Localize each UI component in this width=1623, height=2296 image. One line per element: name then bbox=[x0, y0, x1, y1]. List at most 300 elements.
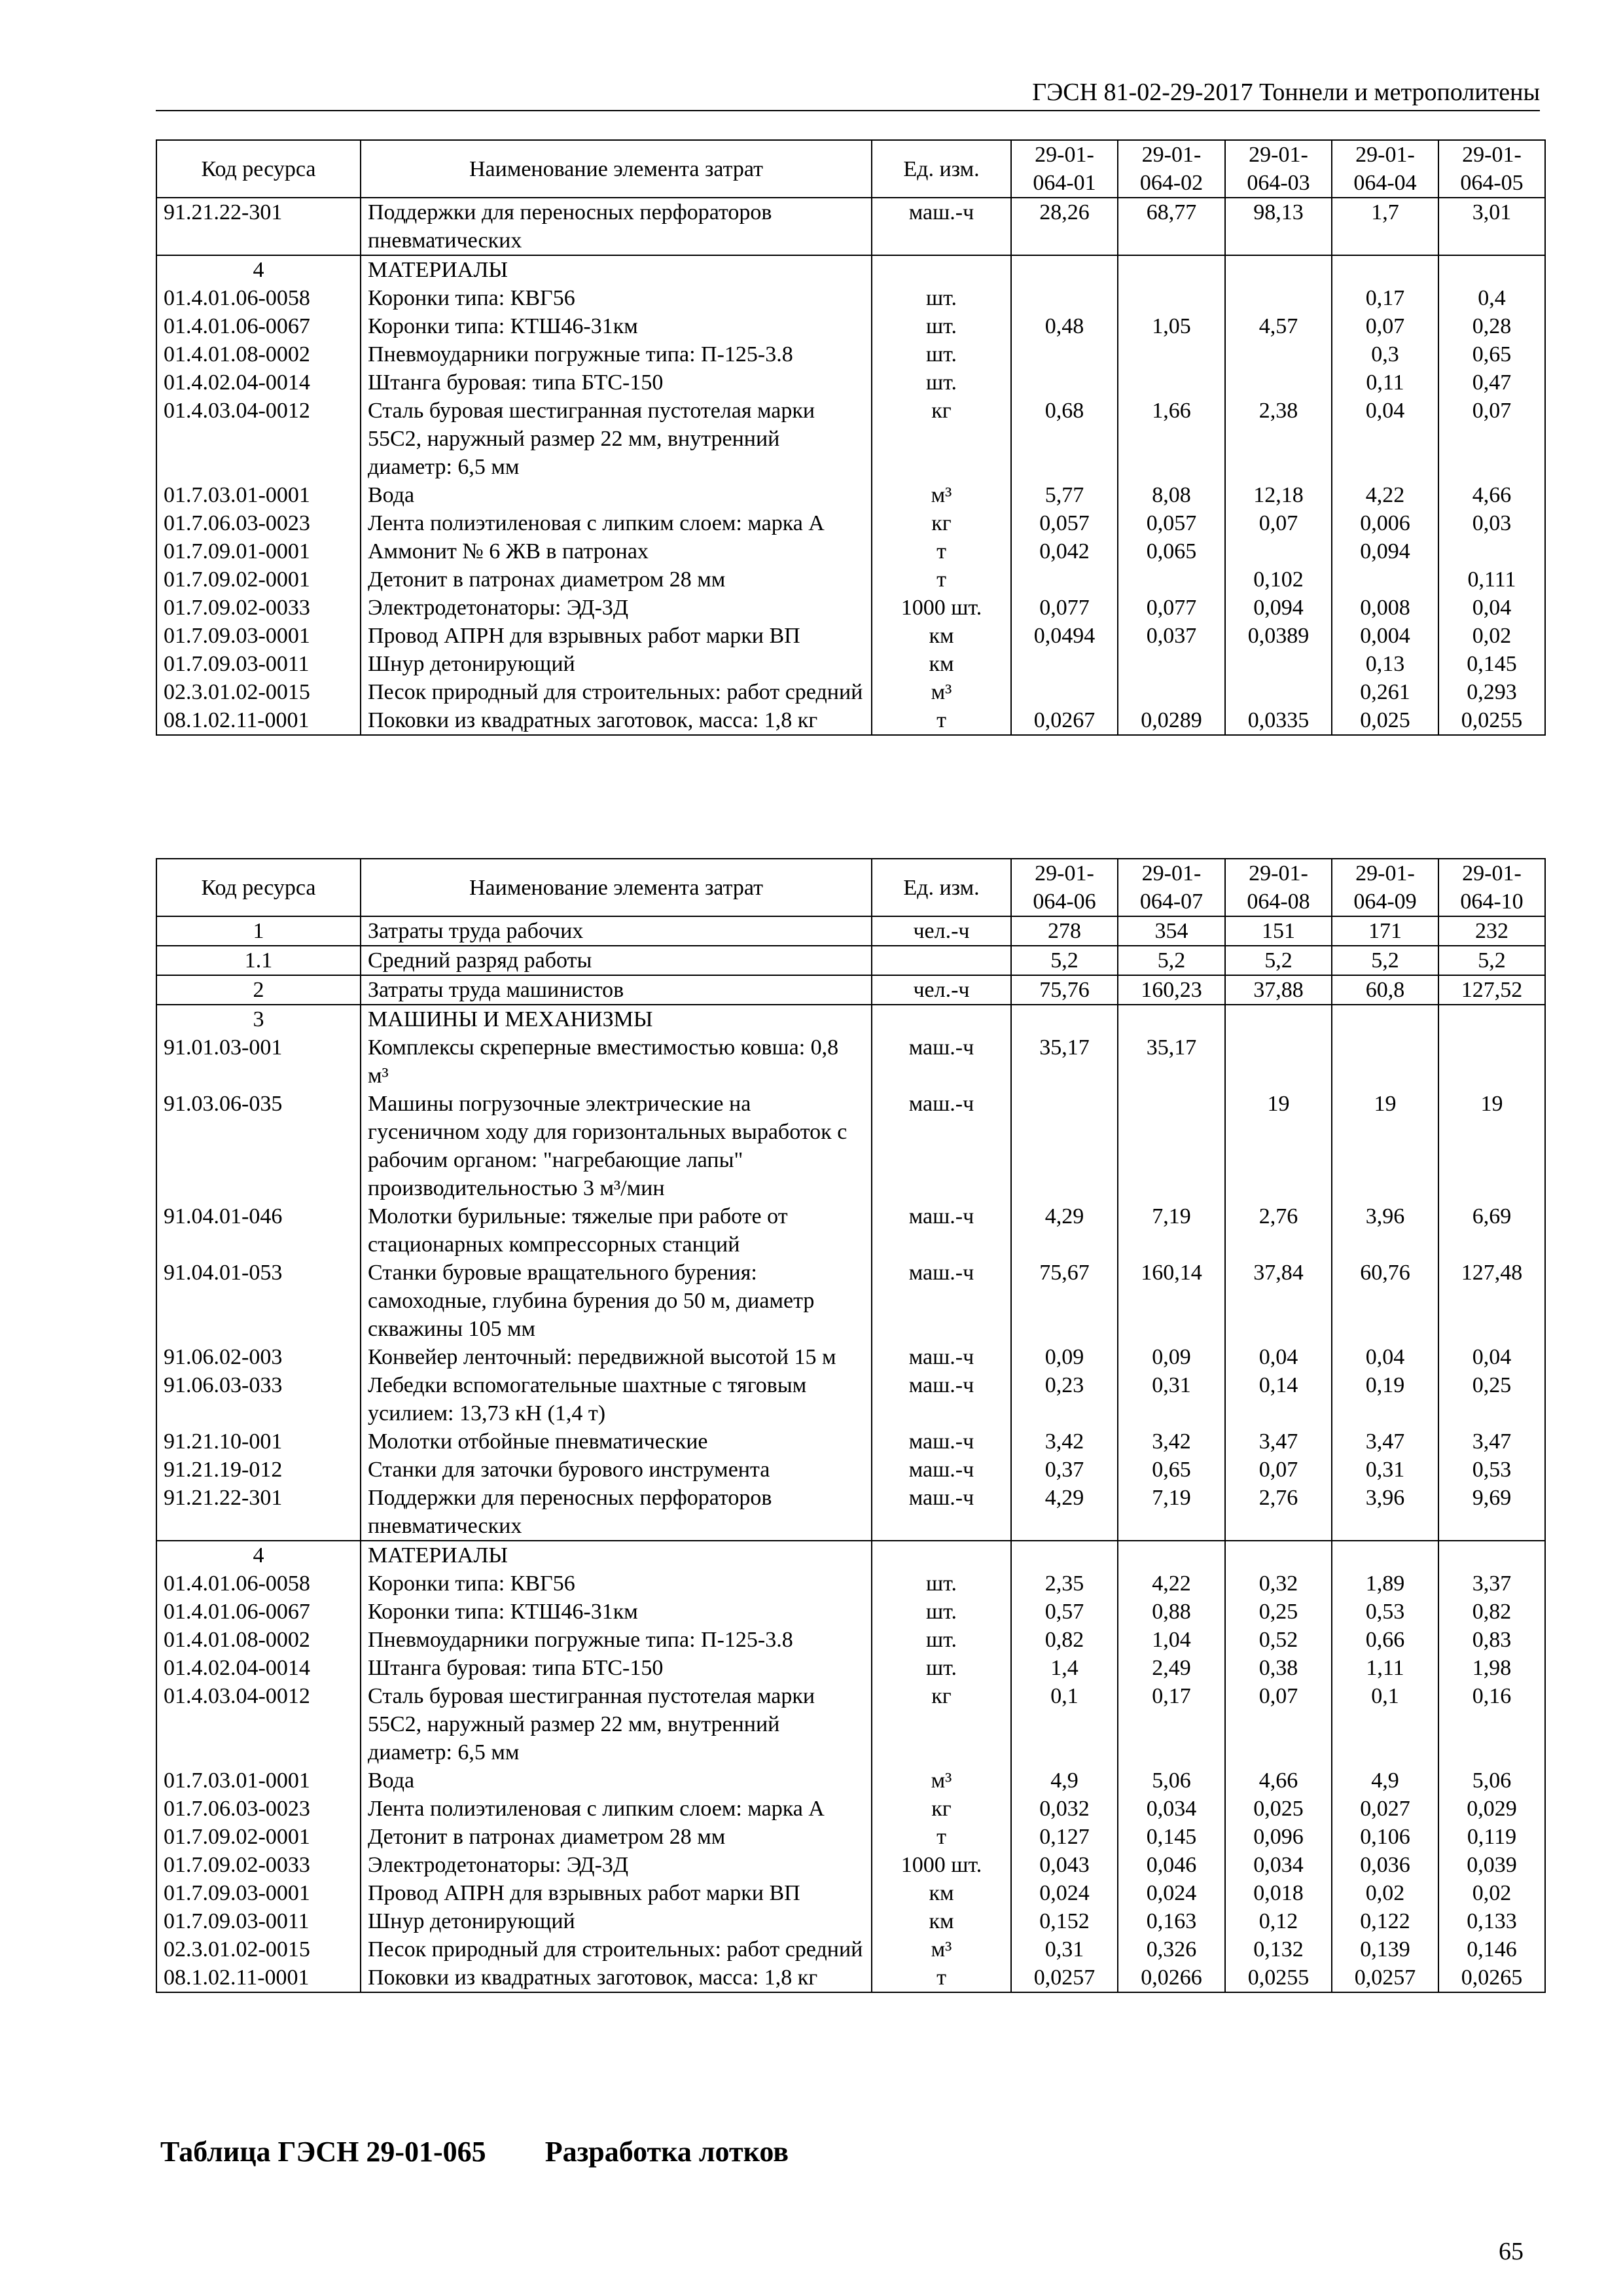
resource-unit: шт. bbox=[872, 312, 1011, 340]
norm-value: 0,31 bbox=[1011, 1935, 1118, 1964]
resource-code: 01.4.02.04-0014 bbox=[156, 368, 361, 397]
resource-name: Молотки бурильные: тяжелые при работе от стационарных компрессорных станций bbox=[361, 1202, 872, 1259]
header-unit: Ед. изм. bbox=[872, 140, 1011, 198]
resource-unit: км bbox=[872, 1907, 1011, 1935]
norm-value bbox=[1118, 1090, 1225, 1202]
norm-value: 171 bbox=[1332, 916, 1438, 946]
resource-unit: шт. bbox=[872, 340, 1011, 368]
resource-table-2 bbox=[156, 858, 1546, 1993]
table-row bbox=[156, 1964, 1545, 1992]
table-row bbox=[156, 706, 1545, 735]
resource-code: 91.21.22-301 bbox=[156, 198, 361, 255]
norm-value: 0,024 bbox=[1118, 1879, 1225, 1907]
norm-value: 0,036 bbox=[1332, 1851, 1438, 1879]
norm-value: 3,47 bbox=[1225, 1427, 1332, 1456]
norm-value: 0,077 bbox=[1118, 594, 1225, 622]
norm-value: 35,17 bbox=[1118, 1033, 1225, 1090]
norm-value: 0,043 bbox=[1011, 1851, 1118, 1879]
resource-name: Штанга буровая: типа БТС-150 bbox=[361, 1654, 872, 1682]
norm-value: 2,76 bbox=[1225, 1484, 1332, 1541]
norm-value bbox=[1225, 284, 1332, 312]
table-row bbox=[156, 678, 1545, 706]
norm-value: 0,077 bbox=[1011, 594, 1118, 622]
resource-name: Поддержки для переносных перфораторов пневматических bbox=[361, 198, 872, 255]
resource-unit: кг bbox=[872, 1795, 1011, 1823]
caption-label: Таблица ГЭСН 29-01-065 bbox=[160, 2136, 486, 2168]
resource-name: Провод АПРН для взрывных работ марки ВП bbox=[361, 1879, 872, 1907]
norm-value: 0,096 bbox=[1225, 1823, 1332, 1851]
norm-value: 37,84 bbox=[1225, 1259, 1332, 1343]
norm-value: 151 bbox=[1225, 916, 1332, 946]
norm-value: 0,004 bbox=[1332, 622, 1438, 650]
norm-value: 0,111 bbox=[1438, 565, 1545, 594]
table-row bbox=[156, 1767, 1545, 1795]
norm-value: 0,0266 bbox=[1118, 1964, 1225, 1992]
norm-value: 0,133 bbox=[1438, 1907, 1545, 1935]
header-norm: 29-01-064-09 bbox=[1332, 859, 1438, 916]
norm-value: 60,8 bbox=[1332, 975, 1438, 1005]
norm-value: 19 bbox=[1225, 1090, 1332, 1202]
norm-value: 2,49 bbox=[1118, 1654, 1225, 1682]
resource-name: Комплексы скреперные вместимостью ковша: 0,8 м³ bbox=[361, 1033, 872, 1090]
norm-value: 0,0289 bbox=[1118, 706, 1225, 735]
resource-unit: шт. bbox=[872, 1626, 1011, 1654]
norm-value: 35,17 bbox=[1011, 1033, 1118, 1090]
resource-unit: м³ bbox=[872, 1935, 1011, 1964]
norm-value bbox=[1438, 1541, 1545, 1570]
resource-code: 01.7.09.02-0001 bbox=[156, 1823, 361, 1851]
resource-code: 91.04.01-046 bbox=[156, 1202, 361, 1259]
norm-value: 0,04 bbox=[1438, 594, 1545, 622]
resource-name: Коронки типа: КТШ46-31км bbox=[361, 1598, 872, 1626]
caption-title: Разработка лотков bbox=[544, 2136, 789, 2168]
header-name: Наименование элемента затрат bbox=[361, 140, 872, 198]
resource-unit: маш.-ч bbox=[872, 1371, 1011, 1427]
norm-value: 0,13 bbox=[1332, 650, 1438, 678]
resource-unit: маш.-ч bbox=[872, 1202, 1011, 1259]
norm-value: 4,29 bbox=[1011, 1484, 1118, 1541]
norm-value: 0,25 bbox=[1225, 1598, 1332, 1626]
norm-value: 0,145 bbox=[1438, 650, 1545, 678]
norm-value: 5,2 bbox=[1011, 946, 1118, 975]
table-row bbox=[156, 537, 1545, 565]
resource-code: 01.4.01.06-0067 bbox=[156, 1598, 361, 1626]
norm-value bbox=[1438, 1033, 1545, 1090]
resource-code: 2 bbox=[156, 975, 361, 1005]
resource-unit: маш.-ч bbox=[872, 1259, 1011, 1343]
resource-name: Средний разряд работы bbox=[361, 946, 872, 975]
norm-value: 3,47 bbox=[1438, 1427, 1545, 1456]
norm-value: 0,0265 bbox=[1438, 1964, 1545, 1992]
norm-value: 0,07 bbox=[1438, 397, 1545, 481]
table-row bbox=[156, 509, 1545, 537]
table-row bbox=[156, 594, 1545, 622]
norm-value bbox=[1118, 678, 1225, 706]
norm-value: 0,07 bbox=[1225, 1456, 1332, 1484]
norm-value: 1,4 bbox=[1011, 1654, 1118, 1682]
header-norm: 29-01-064-08 bbox=[1225, 859, 1332, 916]
norm-value: 0,31 bbox=[1118, 1371, 1225, 1427]
table-row bbox=[156, 1005, 1545, 1033]
resource-unit: км bbox=[872, 1879, 1011, 1907]
resource-unit: т bbox=[872, 537, 1011, 565]
norm-value: 2,38 bbox=[1225, 397, 1332, 481]
table-row bbox=[156, 481, 1545, 509]
norm-value: 0,48 bbox=[1011, 312, 1118, 340]
header-norm: 29-01-064-07 bbox=[1118, 859, 1225, 916]
norm-value bbox=[1225, 340, 1332, 368]
norm-value: 0,68 bbox=[1011, 397, 1118, 481]
resource-code: 01.7.09.03-0001 bbox=[156, 622, 361, 650]
resource-code: 91.04.01-053 bbox=[156, 1259, 361, 1343]
resource-code: 01.4.03.04-0012 bbox=[156, 1682, 361, 1767]
table-row bbox=[156, 1823, 1545, 1851]
norm-value bbox=[1225, 255, 1332, 284]
resource-code: 91.21.10-001 bbox=[156, 1427, 361, 1456]
resource-name: Шнур детонирующий bbox=[361, 650, 872, 678]
header-norm: 29-01-064-10 bbox=[1438, 859, 1545, 916]
resource-unit bbox=[872, 1541, 1011, 1570]
resource-code: 91.01.03-001 bbox=[156, 1033, 361, 1090]
norm-value: 0,0335 bbox=[1225, 706, 1332, 735]
norm-value bbox=[1118, 650, 1225, 678]
norm-value: 0,293 bbox=[1438, 678, 1545, 706]
table-row bbox=[156, 1682, 1545, 1767]
table-row bbox=[156, 1626, 1545, 1654]
norm-value bbox=[1118, 284, 1225, 312]
page-header: ГЭСН 81-02-29-2017 Тоннели и метрополитены bbox=[156, 77, 1540, 111]
norm-value bbox=[1118, 340, 1225, 368]
norm-value: 4,22 bbox=[1332, 481, 1438, 509]
resource-code: 01.7.06.03-0023 bbox=[156, 509, 361, 537]
norm-value: 0,07 bbox=[1225, 1682, 1332, 1767]
resource-name: Молотки отбойные пневматические bbox=[361, 1427, 872, 1456]
norm-value: 4,66 bbox=[1225, 1767, 1332, 1795]
norm-value: 4,66 bbox=[1438, 481, 1545, 509]
resource-name: Затраты труда рабочих bbox=[361, 916, 872, 946]
norm-value bbox=[1011, 1090, 1118, 1202]
norm-value: 1,7 bbox=[1332, 198, 1438, 255]
resource-code: 01.7.09.03-0011 bbox=[156, 650, 361, 678]
resource-name: Поковки из квадратных заготовок, масса: 1,8 кг bbox=[361, 706, 872, 735]
norm-value: 8,08 bbox=[1118, 481, 1225, 509]
resource-unit: маш.-ч bbox=[872, 1456, 1011, 1484]
norm-value: 0,029 bbox=[1438, 1795, 1545, 1823]
norm-value: 0,82 bbox=[1438, 1598, 1545, 1626]
table-row bbox=[156, 1033, 1545, 1090]
resource-unit: 1000 шт. bbox=[872, 1851, 1011, 1879]
norm-value: 0,02 bbox=[1438, 622, 1545, 650]
table-row bbox=[156, 1541, 1545, 1570]
resource-name: Сталь буровая шестигранная пустотелая марки 55С2, наружный размер 22 мм, внутренний диаметр: 6,5 мм bbox=[361, 1682, 872, 1767]
resource-code: 01.4.01.06-0067 bbox=[156, 312, 361, 340]
table-row bbox=[156, 340, 1545, 368]
resource-name: Песок природный для строительных: работ средний bbox=[361, 678, 872, 706]
norm-value bbox=[1225, 650, 1332, 678]
resource-code: 01.4.03.04-0012 bbox=[156, 397, 361, 481]
norm-value bbox=[1332, 565, 1438, 594]
resource-unit: т bbox=[872, 1823, 1011, 1851]
norm-value bbox=[1011, 340, 1118, 368]
norm-value: 0,14 bbox=[1225, 1371, 1332, 1427]
norm-value: 0,31 bbox=[1332, 1456, 1438, 1484]
norm-value bbox=[1225, 1541, 1332, 1570]
norm-value bbox=[1332, 1005, 1438, 1033]
header-code: Код ресурса bbox=[156, 140, 361, 198]
resource-code: 4 bbox=[156, 1541, 361, 1570]
norm-value: 0,32 bbox=[1225, 1570, 1332, 1598]
norm-value: 0,046 bbox=[1118, 1851, 1225, 1879]
resource-code: 91.21.19-012 bbox=[156, 1456, 361, 1484]
resource-name: Вода bbox=[361, 1767, 872, 1795]
norm-value bbox=[1332, 255, 1438, 284]
resource-name: Электродетонаторы: ЭД-3Д bbox=[361, 594, 872, 622]
table-row bbox=[156, 1456, 1545, 1484]
resource-unit: маш.-ч bbox=[872, 198, 1011, 255]
norm-value: 5,2 bbox=[1118, 946, 1225, 975]
norm-value: 0,0494 bbox=[1011, 622, 1118, 650]
resource-code: 01.7.09.02-0033 bbox=[156, 594, 361, 622]
resource-unit: маш.-ч bbox=[872, 1343, 1011, 1371]
resource-code: 91.06.03-033 bbox=[156, 1371, 361, 1427]
norm-value: 0,065 bbox=[1118, 537, 1225, 565]
resource-unit bbox=[872, 946, 1011, 975]
resource-code: 4 bbox=[156, 255, 361, 284]
resource-unit: шт. bbox=[872, 1654, 1011, 1682]
norm-value bbox=[1118, 368, 1225, 397]
norm-value: 0,83 bbox=[1438, 1626, 1545, 1654]
resource-unit: 1000 шт. bbox=[872, 594, 1011, 622]
table-row bbox=[156, 650, 1545, 678]
norm-value: 0,0267 bbox=[1011, 706, 1118, 735]
table-row bbox=[156, 1484, 1545, 1541]
norm-value bbox=[1011, 284, 1118, 312]
norm-value: 0,261 bbox=[1332, 678, 1438, 706]
norm-value: 354 bbox=[1118, 916, 1225, 946]
norm-value: 0,66 bbox=[1332, 1626, 1438, 1654]
norm-value: 0,88 bbox=[1118, 1598, 1225, 1626]
page-number: 65 bbox=[1499, 2238, 1524, 2265]
norm-value: 7,19 bbox=[1118, 1202, 1225, 1259]
norm-value bbox=[1118, 255, 1225, 284]
norm-value: 98,13 bbox=[1225, 198, 1332, 255]
norm-value: 0,034 bbox=[1225, 1851, 1332, 1879]
norm-value: 4,57 bbox=[1225, 312, 1332, 340]
resource-name: Вода bbox=[361, 481, 872, 509]
norm-value: 4,9 bbox=[1011, 1767, 1118, 1795]
norm-value: 0,106 bbox=[1332, 1823, 1438, 1851]
norm-value: 3,01 bbox=[1438, 198, 1545, 255]
norm-value: 3,47 bbox=[1332, 1427, 1438, 1456]
resource-name: Поковки из квадратных заготовок, масса: 1,8 кг bbox=[361, 1964, 872, 1992]
table-row bbox=[156, 1907, 1545, 1935]
table-row bbox=[156, 1343, 1545, 1371]
norm-value: 0,0389 bbox=[1225, 622, 1332, 650]
norm-value bbox=[1011, 255, 1118, 284]
norm-value: 0,018 bbox=[1225, 1879, 1332, 1907]
norm-value: 0,04 bbox=[1225, 1343, 1332, 1371]
header-norm: 29-01-064-06 bbox=[1011, 859, 1118, 916]
table-caption bbox=[160, 2135, 789, 2168]
norm-value: 0,032 bbox=[1011, 1795, 1118, 1823]
header-unit: Ед. изм. bbox=[872, 859, 1011, 916]
norm-value: 19 bbox=[1438, 1090, 1545, 1202]
resource-unit: шт. bbox=[872, 368, 1011, 397]
norm-value: 3,96 bbox=[1332, 1202, 1438, 1259]
norm-value: 3,42 bbox=[1118, 1427, 1225, 1456]
norm-value: 3,42 bbox=[1011, 1427, 1118, 1456]
norm-value: 0,034 bbox=[1118, 1795, 1225, 1823]
norm-value bbox=[1118, 565, 1225, 594]
norm-value: 5,77 bbox=[1011, 481, 1118, 509]
norm-value bbox=[1225, 1005, 1332, 1033]
resource-name: МАШИНЫ И МЕХАНИЗМЫ bbox=[361, 1005, 872, 1033]
resource-name: Коронки типа: КВГ56 bbox=[361, 1570, 872, 1598]
norm-value: 0,19 bbox=[1332, 1371, 1438, 1427]
table-row bbox=[156, 198, 1545, 255]
norm-value: 0,57 bbox=[1011, 1598, 1118, 1626]
resource-table-1 bbox=[156, 139, 1546, 736]
table-row bbox=[156, 1851, 1545, 1879]
resource-unit: км bbox=[872, 622, 1011, 650]
resource-code: 01.4.01.08-0002 bbox=[156, 1626, 361, 1654]
norm-value: 75,67 bbox=[1011, 1259, 1118, 1343]
norm-value: 7,19 bbox=[1118, 1484, 1225, 1541]
norm-value bbox=[1011, 565, 1118, 594]
norm-value: 0,127 bbox=[1011, 1823, 1118, 1851]
norm-value bbox=[1225, 678, 1332, 706]
norm-value: 2,76 bbox=[1225, 1202, 1332, 1259]
norm-value: 5,2 bbox=[1225, 946, 1332, 975]
norm-value bbox=[1225, 1033, 1332, 1090]
resource-name: Станки для заточки бурового инструмента bbox=[361, 1456, 872, 1484]
norm-value: 6,69 bbox=[1438, 1202, 1545, 1259]
resource-name: Конвейер ленточный: передвижной высотой 15 м bbox=[361, 1343, 872, 1371]
norm-value: 0,027 bbox=[1332, 1795, 1438, 1823]
norm-value: 0,04 bbox=[1438, 1343, 1545, 1371]
norm-value: 0,006 bbox=[1332, 509, 1438, 537]
norm-value: 0,057 bbox=[1011, 509, 1118, 537]
resource-name: Коронки типа: КТШ46-31км bbox=[361, 312, 872, 340]
norm-value: 0,122 bbox=[1332, 1907, 1438, 1935]
resource-code: 01.7.09.03-0001 bbox=[156, 1879, 361, 1907]
norm-value: 0,042 bbox=[1011, 537, 1118, 565]
resource-code: 02.3.01.02-0015 bbox=[156, 1935, 361, 1964]
resource-name: Станки буровые вращательного бурения: самоходные, глубина бурения до 50 м, диаметр скважины 105 мм bbox=[361, 1259, 872, 1343]
norm-value: 28,26 bbox=[1011, 198, 1118, 255]
norm-value: 0,326 bbox=[1118, 1935, 1225, 1964]
resource-unit: т bbox=[872, 565, 1011, 594]
resource-code: 01.7.06.03-0023 bbox=[156, 1795, 361, 1823]
norm-value: 0,17 bbox=[1332, 284, 1438, 312]
resource-name: Затраты труда машинистов bbox=[361, 975, 872, 1005]
norm-value: 0,12 bbox=[1225, 1907, 1332, 1935]
norm-value: 0,4 bbox=[1438, 284, 1545, 312]
norm-value: 278 bbox=[1011, 916, 1118, 946]
header-norm: 29-01-064-03 bbox=[1225, 140, 1332, 198]
resource-code: 02.3.01.02-0015 bbox=[156, 678, 361, 706]
norm-value: 0,09 bbox=[1011, 1343, 1118, 1371]
resource-unit: т bbox=[872, 1964, 1011, 1992]
table-row bbox=[156, 1090, 1545, 1202]
norm-value: 0,03 bbox=[1438, 509, 1545, 537]
resource-code: 01.4.01.06-0058 bbox=[156, 284, 361, 312]
resource-code: 1 bbox=[156, 916, 361, 946]
norm-value: 0,38 bbox=[1225, 1654, 1332, 1682]
norm-value: 0,0255 bbox=[1225, 1964, 1332, 1992]
table-row bbox=[156, 1879, 1545, 1907]
norm-value: 0,025 bbox=[1332, 706, 1438, 735]
norm-value: 1,89 bbox=[1332, 1570, 1438, 1598]
norm-value: 0,145 bbox=[1118, 1823, 1225, 1851]
resource-unit: км bbox=[872, 650, 1011, 678]
norm-value: 0,024 bbox=[1011, 1879, 1118, 1907]
resource-unit: т bbox=[872, 706, 1011, 735]
norm-value: 0,119 bbox=[1438, 1823, 1545, 1851]
norm-value: 0,65 bbox=[1118, 1456, 1225, 1484]
resource-code: 08.1.02.11-0001 bbox=[156, 1964, 361, 1992]
norm-value: 0,0257 bbox=[1011, 1964, 1118, 1992]
header-norm: 29-01-064-05 bbox=[1438, 140, 1545, 198]
resource-code: 01.4.02.04-0014 bbox=[156, 1654, 361, 1682]
norm-value: 0,139 bbox=[1332, 1935, 1438, 1964]
resource-name: Пневмоударники погружные типа: П-125-3.8 bbox=[361, 1626, 872, 1654]
resource-code: 01.7.09.01-0001 bbox=[156, 537, 361, 565]
norm-value bbox=[1438, 255, 1545, 284]
norm-value: 0,057 bbox=[1118, 509, 1225, 537]
norm-value: 0,09 bbox=[1118, 1343, 1225, 1371]
resource-code: 91.03.06-035 bbox=[156, 1090, 361, 1202]
norm-value: 4,9 bbox=[1332, 1767, 1438, 1795]
resource-unit: маш.-ч bbox=[872, 1427, 1011, 1456]
norm-value: 0,0257 bbox=[1332, 1964, 1438, 1992]
norm-value: 0,02 bbox=[1332, 1879, 1438, 1907]
norm-value: 0,04 bbox=[1332, 1343, 1438, 1371]
table-row bbox=[156, 1570, 1545, 1598]
norm-value: 0,65 bbox=[1438, 340, 1545, 368]
norm-value bbox=[1332, 1541, 1438, 1570]
resource-unit bbox=[872, 255, 1011, 284]
norm-value: 75,76 bbox=[1011, 975, 1118, 1005]
table-row bbox=[156, 1427, 1545, 1456]
norm-value: 0,163 bbox=[1118, 1907, 1225, 1935]
norm-value: 0,53 bbox=[1332, 1598, 1438, 1626]
norm-value bbox=[1225, 368, 1332, 397]
norm-value: 5,06 bbox=[1118, 1767, 1225, 1795]
norm-value: 0,07 bbox=[1225, 509, 1332, 537]
resource-name: Лента полиэтиленовая с липким слоем: марка А bbox=[361, 509, 872, 537]
resource-name: Детонит в патронах диаметром 28 мм bbox=[361, 565, 872, 594]
norm-value: 1,66 bbox=[1118, 397, 1225, 481]
norm-value: 0,82 bbox=[1011, 1626, 1118, 1654]
norm-value: 19 bbox=[1332, 1090, 1438, 1202]
resource-name: Детонит в патронах диаметром 28 мм bbox=[361, 1823, 872, 1851]
norm-value: 127,48 bbox=[1438, 1259, 1545, 1343]
norm-value bbox=[1438, 537, 1545, 565]
resource-name: Лебедки вспомогательные шахтные с тяговым усилием: 13,73 кН (1,4 т) bbox=[361, 1371, 872, 1427]
resource-name: Штанга буровая: типа БТС-150 bbox=[361, 368, 872, 397]
norm-value: 0,04 bbox=[1332, 397, 1438, 481]
norm-value bbox=[1011, 650, 1118, 678]
table-row bbox=[156, 975, 1545, 1005]
norm-value: 0,3 bbox=[1332, 340, 1438, 368]
resource-unit: м³ bbox=[872, 1767, 1011, 1795]
resource-code: 01.7.09.02-0033 bbox=[156, 1851, 361, 1879]
norm-value bbox=[1225, 537, 1332, 565]
resource-unit: маш.-ч bbox=[872, 1090, 1011, 1202]
norm-value: 4,29 bbox=[1011, 1202, 1118, 1259]
resource-unit: кг bbox=[872, 509, 1011, 537]
